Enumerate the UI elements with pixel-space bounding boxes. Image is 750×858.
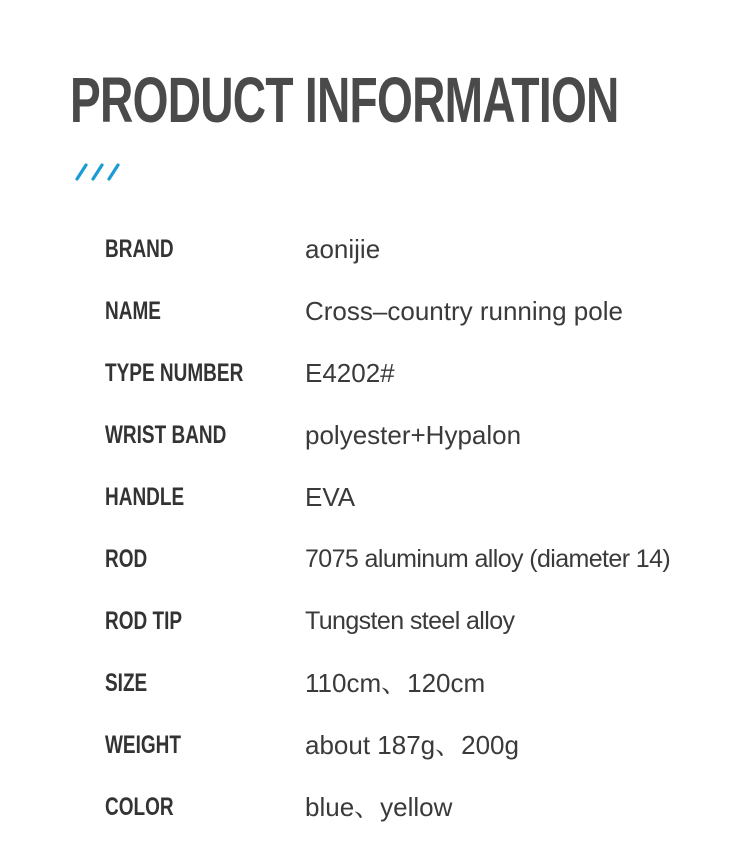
spec-label: SIZE bbox=[105, 669, 148, 697]
spec-row-rod bbox=[0, 528, 750, 590]
spec-row-brand bbox=[0, 218, 750, 280]
spec-value: blue、yellow bbox=[305, 792, 453, 822]
spec-label: WRIST BAND bbox=[105, 421, 227, 449]
spec-value: E4202# bbox=[305, 358, 395, 388]
spec-label: COLOR bbox=[105, 793, 174, 821]
spec-label: NAME bbox=[105, 297, 161, 325]
spec-row-handle bbox=[0, 466, 750, 528]
spec-value: polyester+Hypalon bbox=[305, 420, 522, 450]
slash-accent-icon bbox=[74, 160, 130, 182]
spec-label: BRAND bbox=[105, 235, 174, 263]
spec-row-size bbox=[0, 652, 750, 714]
spec-label: ROD bbox=[105, 545, 148, 573]
spec-row-type-number bbox=[0, 342, 750, 404]
page-title: PRODUCT INFORMATION bbox=[70, 64, 619, 136]
spec-value: about 187g、200g bbox=[305, 730, 519, 760]
spec-row-rod-tip bbox=[0, 590, 750, 652]
spec-row-color bbox=[0, 776, 750, 838]
spec-value: 110cm、120cm bbox=[305, 668, 486, 698]
spec-row-weight bbox=[0, 714, 750, 776]
spec-label: TYPE NUMBER bbox=[105, 359, 244, 387]
spec-value: Cross–country running pole bbox=[305, 296, 623, 326]
spec-row-name bbox=[0, 280, 750, 342]
spec-value: EVA bbox=[305, 482, 356, 512]
spec-label: WEIGHT bbox=[105, 731, 181, 759]
spec-value: aonijie bbox=[305, 234, 381, 264]
spec-value: 7075 aluminum alloy (diameter 14) bbox=[305, 545, 671, 573]
spec-label: ROD TIP bbox=[105, 607, 183, 635]
spec-value: Tungsten steel alloy bbox=[305, 607, 515, 635]
spec-row-wrist-band bbox=[0, 404, 750, 466]
spec-label: HANDLE bbox=[105, 483, 185, 511]
